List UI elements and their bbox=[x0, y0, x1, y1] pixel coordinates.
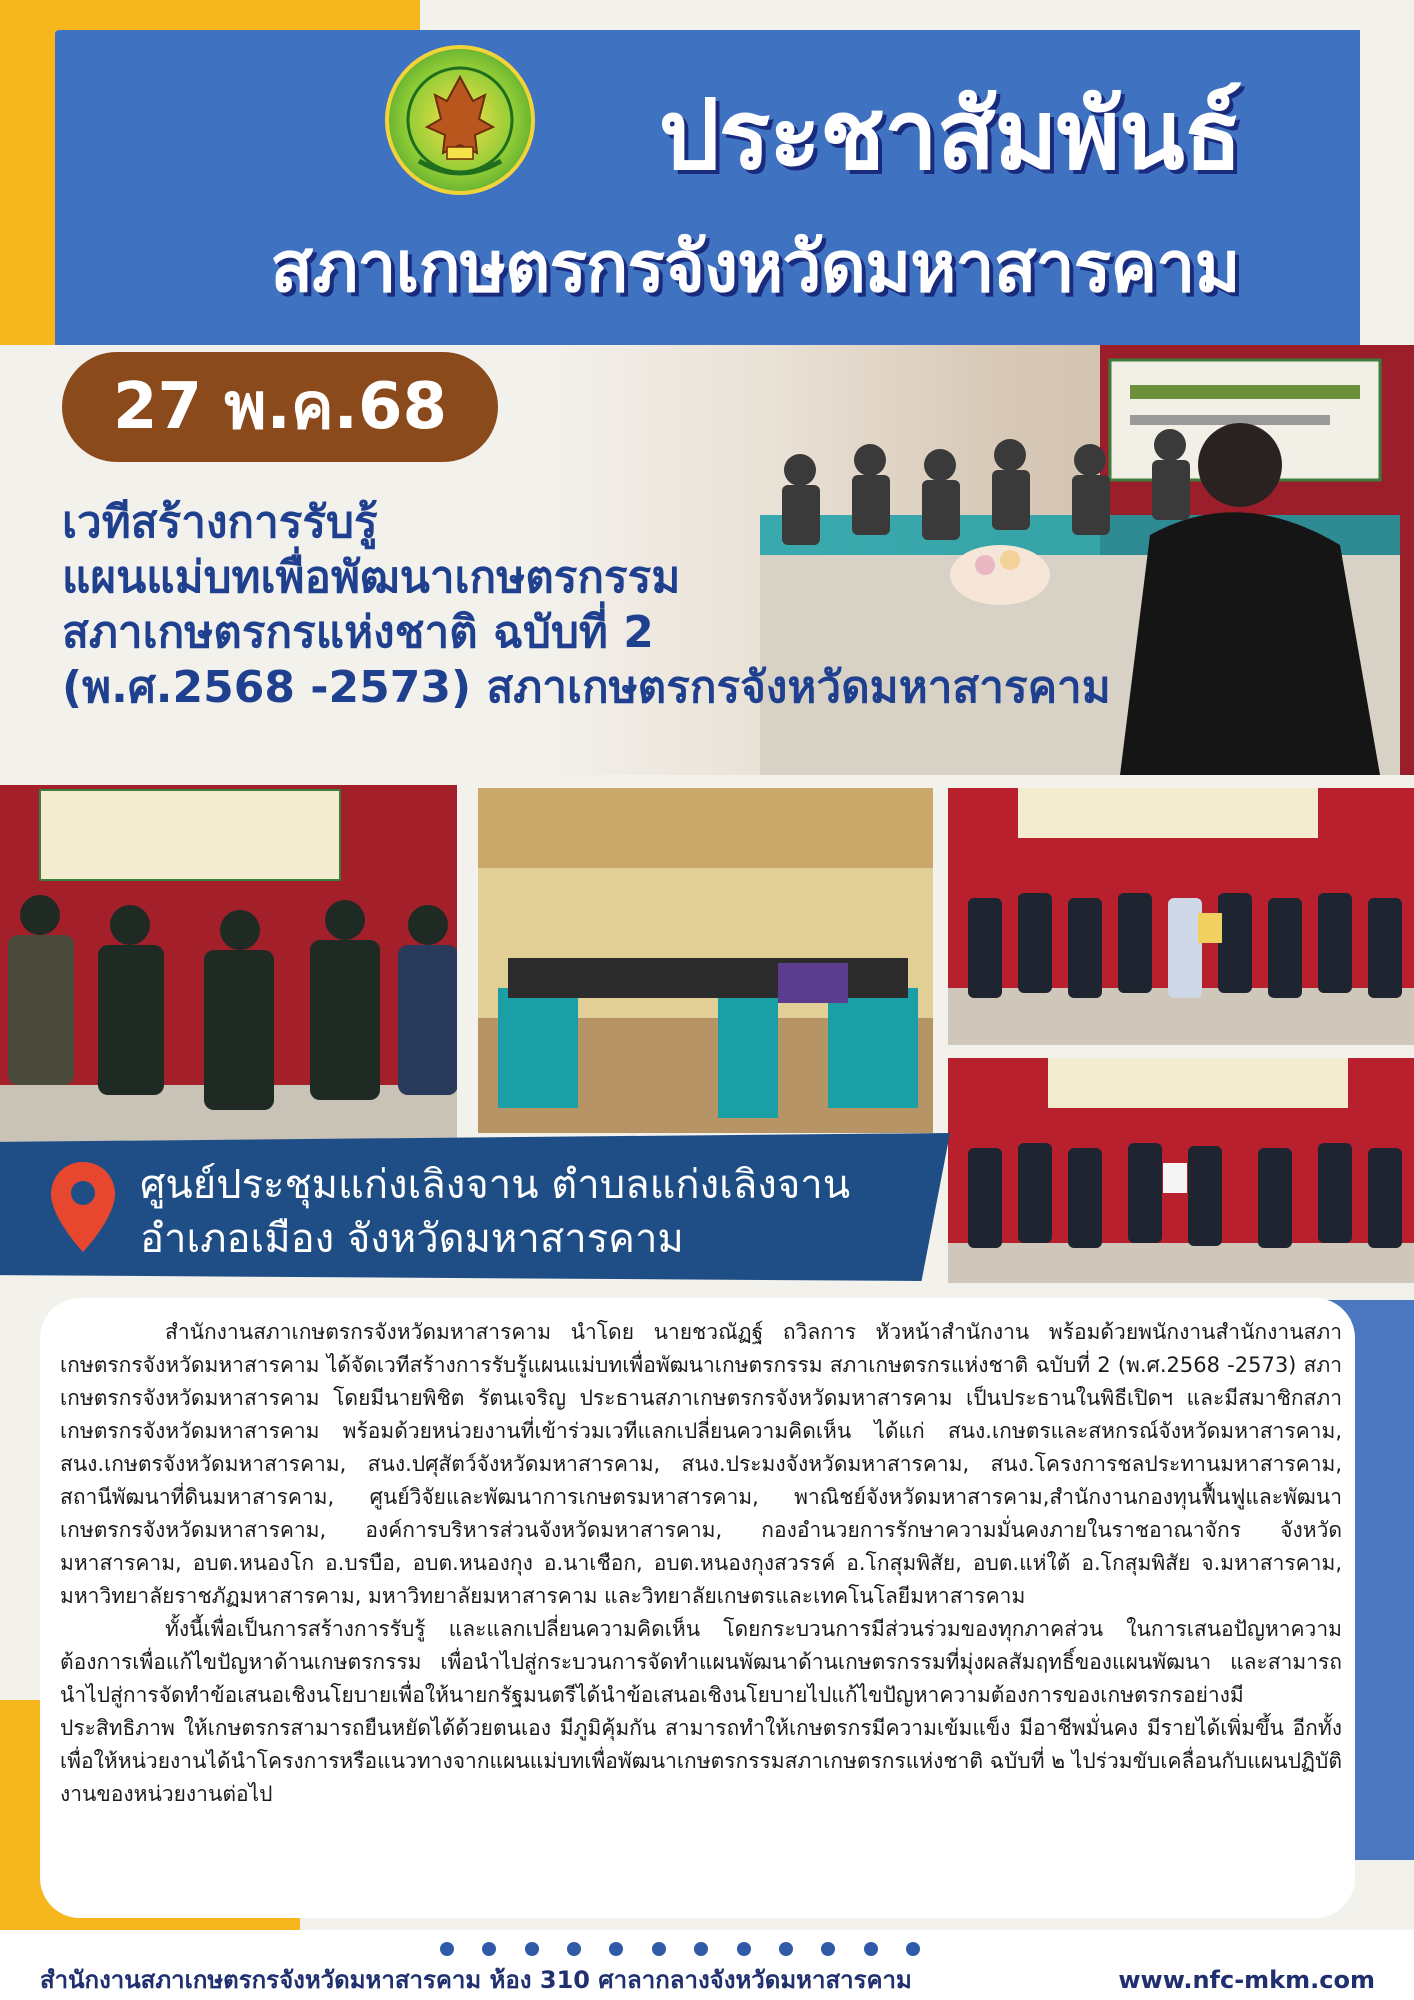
event-title bbox=[62, 495, 1162, 715]
group-speaker-photo bbox=[0, 785, 457, 1165]
news-body bbox=[60, 1316, 1342, 1811]
event-date-badge: 27 พ.ค.68 bbox=[62, 352, 498, 462]
dot bbox=[821, 1942, 835, 1956]
dot bbox=[779, 1942, 793, 1956]
meeting-hall-photo bbox=[478, 788, 933, 1133]
event-title-line: แผนแม่บทเพื่อพัฒนาเกษตรกรรม bbox=[62, 552, 681, 603]
event-title-line: (พ.ศ.2568 -2573) สภาเกษตรกรจังหวัดมหาสารคาม bbox=[62, 662, 1111, 713]
dot bbox=[525, 1942, 539, 1956]
decor-dots bbox=[440, 1942, 920, 1956]
dot bbox=[694, 1942, 708, 1956]
body-paragraph-2: ทั้งนี้เพื่อเป็นการสร้างการรับรู้ และแลกเปลี่ยนความคิดเห็น โดยกระบวนการมีส่วนร่วมของทุกภาคส่วน ในการเสนอปัญหาความต้องการเพื่อแก้ไขปัญหาด้านเกษตรกรรม เพื่อนำไปสู่กระบวนการจัดทำแผนพัฒนาด้านเกษตรกรรมที่มุ่งผลสัมฤทธิ์ของแผนพัฒนา และสามารถนำไปสู่การจัดทำข้อเสนอเชิงนโยบายเพื่อให้นายกรัฐมนตรีได้นำข้อเสนอเชิงนโยบายไปแก้ไขปัญหาความต้องการของเกษตรกรอย่างมีประสิทธิภาพ ให้เกษตรกรสามารถยืนหยัดได้ด้วยตนเอง มีภูมิคุ้มกัน สามารถทำให้เกษตรกรมีความเข้มแข็ง มีอาชีพมั่นคง มีรายได้เพิ่มขึ้น อีกทั้งเพื่อให้หน่วยงานได้นำโครงการหรือแนวทางจากแผนแม่บทเพื่อพัฒนาเกษตรกรรมสภาเกษตรกรแห่งชาติ ฉบับที่ ๒ ไปร่วมขับเคลื่อนกับแผนปฏิบัติงานของหน่วยงานต่อไป bbox=[60, 1617, 1342, 1806]
event-title-line: เวทีสร้างการรับรู้ bbox=[62, 497, 378, 548]
certificate-presentation-photo bbox=[948, 788, 1414, 1045]
location-pin-icon bbox=[48, 1160, 118, 1255]
location-line-2: อำเภอเมือง จังหวัดมหาสารคาม bbox=[140, 1216, 684, 1262]
dot bbox=[652, 1942, 666, 1956]
location-line-1: ศูนย์ประชุมแก่งเลิงจาน ตำบลแก่งเลิงจาน bbox=[140, 1162, 851, 1208]
page-title: ประชาสัมพันธ์ bbox=[658, 79, 1242, 191]
dot bbox=[482, 1942, 496, 1956]
award-ceremony-photo bbox=[948, 1058, 1414, 1283]
dot bbox=[440, 1942, 454, 1956]
location-address bbox=[140, 1158, 900, 1266]
page-subtitle: สภาเกษตรกรจังหวัดมหาสารคาม bbox=[270, 226, 1240, 308]
dot bbox=[567, 1942, 581, 1956]
body-paragraph-1: สำนักงานสภาเกษตรกรจังหวัดมหาสารคาม นำโดย นายชวณัฏฐ์ ถวิลการ หัวหน้าสำนักงาน พร้อมด้วยพนักงานสำนักงานสภาเกษตรกรจังหวัดมหาสารคาม ได้จัดเวทีสร้างการรับรู้แผนแม่บทเพื่อพัฒนาเกษตรกรรม สภาเกษตรกรแห่งชาติ ฉบับที่ 2 (พ.ศ.2568 -2573) สภาเกษตรกรจังหวัดมหาสารคาม โดยมีนายพิชิต รัตนเจริญ ประธานสภาเกษตรกรจังหวัดมหาสารคาม เป็นประธานในพิธีเปิดฯ และมีสมาชิกสภาเกษตรกรจังหวัดมหาสารคาม พร้อมด้วยหน่วยงานที่เข้าร่วมเวทีแลกเปลี่ยนความคิดเห็น ได้แก่ สนง.เกษตรและสหกรณ์จังหวัดมหาสารคาม, สนง.เกษตรจังหวัดมหาสารคาม, สนง.ปศุสัตว์จังหวัดมหาสารคาม, สนง.ประมงจังหวัดมหาสารคาม, สนง.โครงการชลประทานมหาสารคาม, สถานีพัฒนาที่ดินมหาสารคาม, ศูนย์วิจัยและพัฒนาการเกษตรมหาสารคาม, พาณิชย์จังหวัดมหาสารคาม,สำนักงานกองทุนฟื้นฟูและพัฒนาเกษตรกรจังหวัดมหาสารคาม, องค์การบริหารส่วนจังหวัดมหาสารคาม, กองอำนวยการรักษาความมั่นคงภายในราชอาณาจักร จังหวัดมหาสารคาม, อบต.หนองโก อ.บรบือ, อบต.หนองกุง อ.นาเชือก, อบต.หนองกุงสวรรค์ อ.โกสุมพิสัย, อบต.แห่ใต้ อ.โกสุมพิสัย จ.มหาสารคาม, มหาวิทยาลัยราชภัฏมหาสารคาม, มหาวิทยาลัยมหาสารคาม และวิทยาลัยเกษตรและเทคโนโลยีมหาสารคาม bbox=[60, 1320, 1342, 1608]
dot bbox=[864, 1942, 878, 1956]
dot bbox=[737, 1942, 751, 1956]
footer-office-address: สำนักงานสภาเกษตรกรจังหวัดมหาสารคาม ห้อง 310 ศาลากลางจังหวัดมหาสารคาม bbox=[40, 1966, 912, 1994]
event-title-line: สภาเกษตรกรแห่งชาติ ฉบับที่ 2 bbox=[62, 607, 654, 658]
dot bbox=[609, 1942, 623, 1956]
council-logo bbox=[385, 45, 535, 195]
dot bbox=[906, 1942, 920, 1956]
footer-website-link[interactable]: www.nfc-mkm.com bbox=[1118, 1966, 1375, 1994]
